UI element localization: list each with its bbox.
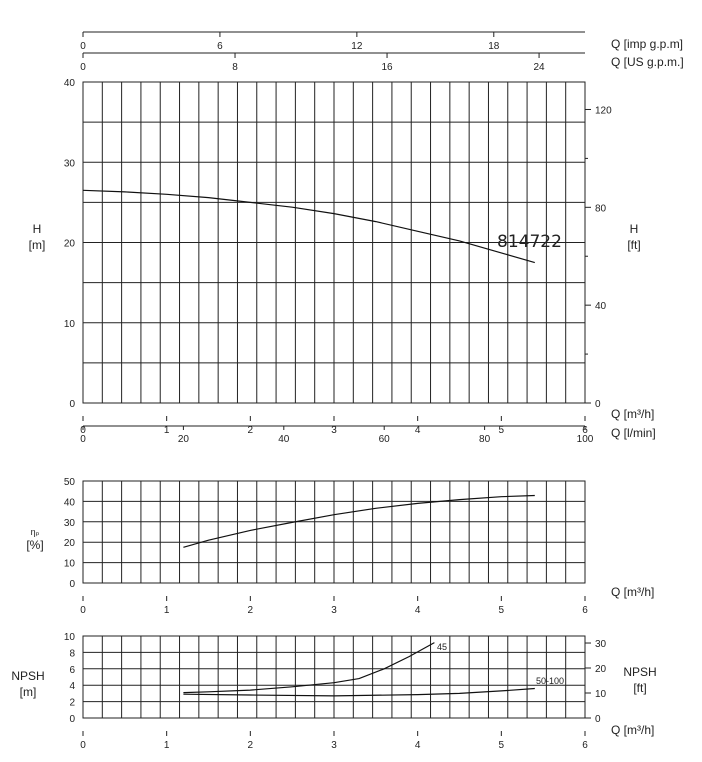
eff-ylabel-top: ηₚ <box>30 527 40 537</box>
eff-x-tick-label: 1 <box>163 605 170 616</box>
eff-x-tick-label: 0 <box>80 605 86 616</box>
head-x-tick-label: 0 <box>80 425 86 436</box>
eff-y-tick-label: 10 <box>63 558 75 570</box>
head-y-tick-label: 40 <box>63 78 75 89</box>
head-x-tick-label: 6 <box>582 425 588 436</box>
head-y-tick-label: 20 <box>63 238 75 250</box>
npsh-series-45-label: 45 <box>437 642 448 652</box>
eff-x-tick-label: 4 <box>414 605 421 616</box>
head-x-tick-label: 3 <box>331 425 337 436</box>
npsh-y-tick-label: 6 <box>69 664 75 676</box>
head-right-ylabel-top: H <box>629 222 639 236</box>
eff-x-tick-label: 6 <box>582 605 588 616</box>
npsh-y-tick-label: 2 <box>69 697 75 709</box>
eff-x-tick-label: 2 <box>247 605 254 616</box>
head-ft-tick-label: 120 <box>595 105 612 117</box>
eff-y-tick-label: 20 <box>63 538 75 550</box>
head-left-ylabel-bottom: [m] <box>28 238 46 252</box>
npsh-ft-tick-label: 10 <box>595 689 607 701</box>
eff-ylabel-bottom: [%] <box>26 538 44 552</box>
head-y-tick-label: 30 <box>63 158 75 170</box>
lmin-axis-tick-label: 20 <box>177 434 189 445</box>
imp-axis-tick-label: 0 <box>80 41 86 52</box>
lmin-axis-tick-label: 100 <box>576 434 594 445</box>
head-x-tick-label: 1 <box>163 425 170 436</box>
npsh-y-tick-label: 0 <box>69 714 75 725</box>
npsh-y-tick-label: 8 <box>69 648 75 660</box>
eff-x-tick-label: 3 <box>331 605 337 616</box>
head-y-tick-label: 0 <box>69 399 75 410</box>
npsh-curve-panel <box>64 632 607 751</box>
head-left-ylabel-top: H <box>32 222 42 236</box>
lmin-axis-tick-label: 40 <box>278 434 290 445</box>
npsh-x-tick-label: 0 <box>80 740 86 751</box>
npsh-ft-tick-label: 30 <box>595 639 607 651</box>
lmin-axis-tick-label: 60 <box>378 434 390 445</box>
us-axis-tick-label: 0 <box>80 62 86 73</box>
npsh-left-ylabel-top: NPSH <box>11 669 45 683</box>
eff-x-axis-label: Q [m³/h] <box>611 585 655 599</box>
head-x-tick-label: 4 <box>414 425 421 436</box>
eff-y-tick-label: 0 <box>69 579 75 590</box>
npsh-curve-50-100 <box>183 689 534 696</box>
npsh-right-ylabel-top: NPSH <box>623 665 657 679</box>
top-imp-axis-label: Q [imp g.p.m] <box>611 37 684 51</box>
npsh-left-ylabel-bottom: [m] <box>19 685 37 699</box>
head-right-ylabel-bottom: [ft] <box>627 238 641 252</box>
head-ft-tick-label: 40 <box>595 301 607 313</box>
head-ft-tick-label: 80 <box>595 203 607 215</box>
head-x-tick-label: 5 <box>498 425 505 436</box>
npsh-right-ylabel-bottom: [ft] <box>633 681 647 695</box>
npsh-ft-tick-label: 0 <box>595 714 601 725</box>
head-ft-tick-label: 0 <box>595 399 601 410</box>
us-axis-tick-label: 8 <box>232 62 238 73</box>
npsh-y-tick-label: 10 <box>63 632 75 643</box>
eff-y-tick-label: 30 <box>63 517 75 529</box>
npsh-x-tick-label: 4 <box>414 740 421 751</box>
pump-model-label: 814722 <box>497 232 562 252</box>
npsh-ft-tick-label: 20 <box>595 664 607 676</box>
eff-y-tick-label: 50 <box>63 477 75 488</box>
us-axis-tick-label: 16 <box>381 62 393 73</box>
head-x-tick-label: 2 <box>247 425 254 436</box>
efficiency-curve-panel <box>64 477 588 616</box>
head-y-tick-label: 10 <box>63 318 75 330</box>
imp-axis-tick-label: 12 <box>351 41 363 52</box>
lmin-axis-tick-label: 80 <box>479 434 491 445</box>
npsh-x-tick-label: 1 <box>163 740 170 751</box>
head-curve-814722 <box>83 190 535 262</box>
imp-axis-tick-label: 6 <box>217 41 223 52</box>
bottom-lmin-axis-label: Q [l/min] <box>611 426 656 440</box>
npsh-x-tick-label: 2 <box>247 740 254 751</box>
eff-y-tick-label: 40 <box>63 497 75 509</box>
npsh-series-50-100-label: 50-100 <box>536 676 565 686</box>
npsh-x-tick-label: 5 <box>498 740 505 751</box>
npsh-x-axis-label: Q [m³/h] <box>611 723 655 737</box>
us-axis-tick-label: 24 <box>533 62 545 73</box>
eff-x-tick-label: 5 <box>498 605 505 616</box>
npsh-y-tick-label: 4 <box>69 681 75 693</box>
imp-axis-tick-label: 18 <box>488 41 500 52</box>
top-us-axis-label: Q [US g.p.m.] <box>611 55 684 69</box>
head-x-axis-label: Q [m³/h] <box>611 407 655 421</box>
npsh-x-tick-label: 3 <box>331 740 337 751</box>
npsh-x-tick-label: 6 <box>582 740 588 751</box>
lmin-axis-tick-label: 0 <box>80 434 86 445</box>
